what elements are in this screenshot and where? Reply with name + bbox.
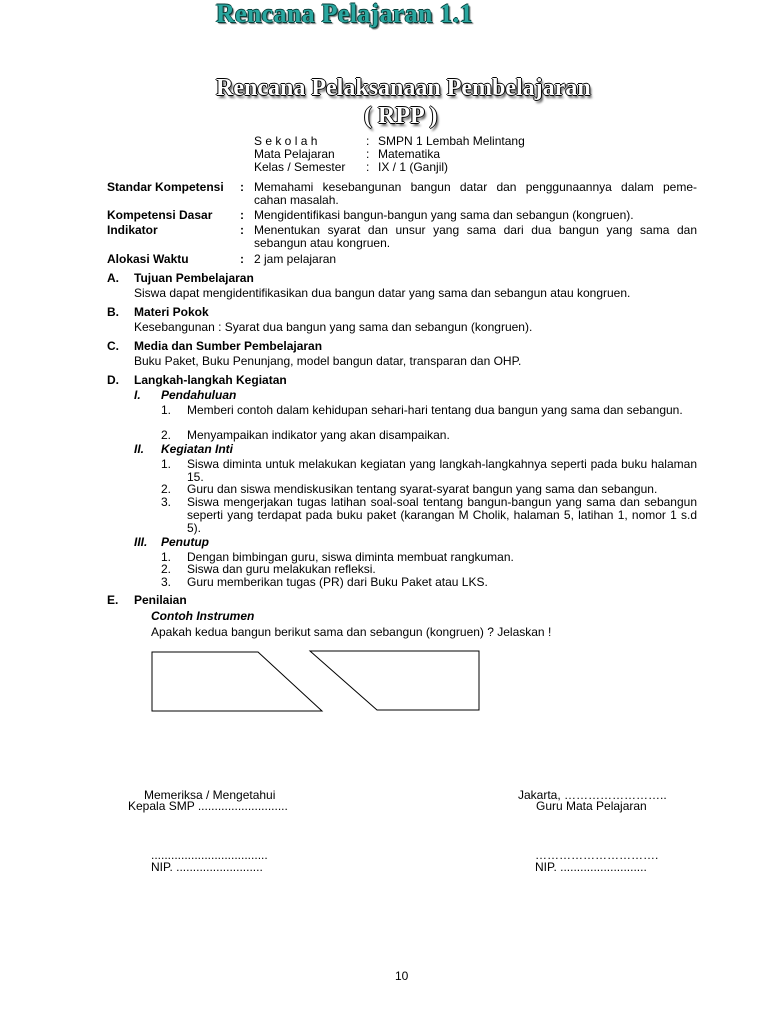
section-d-heading: Langkah-langkah Kegiatan bbox=[134, 373, 287, 387]
list-item-text: Guru dan siswa mendiskusikan tentang syarat-syarat bangun yang sama dan sebangun. bbox=[187, 482, 658, 496]
signature-right-nip: NIP. .......................... bbox=[535, 860, 647, 874]
subsection-1-num: I. bbox=[134, 388, 141, 402]
value-kompetensi-dasar: Mengidentifikasi bangun-bangun yang sama dan sebangun (kongruen). bbox=[254, 208, 634, 222]
list-item: 1. bbox=[161, 457, 172, 471]
section-e-subheading: Contoh Instrumen bbox=[151, 609, 255, 623]
label-standar-kompetensi: Standar Kompetensi bbox=[107, 180, 224, 194]
list-item: 3. bbox=[161, 495, 172, 509]
list-item-text: Siswa diminta untuk melakukan kegiatan yang langkah-langkahnya seperti pada buku halaman 15. bbox=[187, 457, 697, 484]
section-a-text: Siswa dapat mengidentifikasikan dua bangun datar yang sama dan sebangun atau kongruen. bbox=[134, 286, 631, 300]
subsection-1-title: Pendahuluan bbox=[161, 388, 237, 402]
value-standar-kompetensi: Memahami kesebangunan bangun datar dan penggunaannya dalam peme- cahan masalah. bbox=[254, 180, 697, 207]
list-item-text: Guru memberikan tugas (PR) dari Buku Paket atau LKS. bbox=[187, 575, 488, 589]
list-item: 2. bbox=[161, 482, 172, 496]
identity-subject: Mata Pelajaran : Matematika bbox=[254, 147, 441, 161]
subsection-2-title: Kegiatan Inti bbox=[161, 442, 234, 456]
signature-left-name: ................................... bbox=[151, 848, 268, 862]
list-item: 2. bbox=[161, 428, 172, 442]
list-item-text: Dengan bimbingan guru, siswa diminta membuat rangkuman. bbox=[187, 550, 514, 564]
section-e-question: Apakah kedua bangun berikut sama dan sebangun (kongruen) ? Jelaskan ! bbox=[151, 625, 552, 639]
signature-right-role: Guru Mata Pelajaran bbox=[536, 799, 647, 813]
signature-right-place: Jakarta, …………………….. bbox=[518, 788, 667, 802]
list-item: 1. bbox=[161, 403, 172, 417]
sep-alokasi: : bbox=[240, 252, 244, 266]
list-item: 1. bbox=[161, 550, 172, 564]
section-b-letter: B. bbox=[107, 305, 119, 319]
list-item: 2. bbox=[161, 562, 172, 576]
document-subtitle: ( RPP ) bbox=[364, 103, 438, 129]
header-title: Rencana Pelajaran 1.1 bbox=[216, 0, 473, 28]
section-c-text: Buku Paket, Buku Penunjang, model bangun datar, transparan dan OHP. bbox=[134, 354, 522, 368]
sep-indikator: : bbox=[240, 223, 244, 237]
section-c-letter: C. bbox=[107, 339, 119, 353]
subsection-2-num: II. bbox=[134, 442, 145, 456]
signature-left-title: Memeriksa / Mengetahui bbox=[144, 788, 276, 802]
section-b-text: Kesebangunan : Syarat dua bangun yang sama dan sebangun (kongruen). bbox=[134, 320, 533, 334]
section-e-letter: E. bbox=[107, 593, 119, 607]
trapezoid-right bbox=[310, 651, 479, 710]
identity-school: S e k o l a h : SMPN 1 Lembah Melintang bbox=[254, 134, 525, 148]
label-kompetensi-dasar: Kompetensi Dasar bbox=[107, 208, 213, 222]
document-title: Rencana Pelaksanaan Pembelajaran bbox=[216, 75, 591, 101]
subsection-3-num: III. bbox=[134, 535, 148, 549]
page-number: 10 bbox=[395, 969, 409, 983]
sep-standar: : bbox=[240, 180, 244, 194]
list-item-text: Menyampaikan indikator yang akan disampaikan. bbox=[187, 428, 450, 442]
section-d-letter: D. bbox=[107, 373, 119, 387]
label-alokasi-waktu: Alokasi Waktu bbox=[107, 252, 189, 266]
value-alokasi-waktu: 2 jam pelajaran bbox=[254, 252, 337, 266]
list-item-text: Memberi contoh dalam kehidupan sehari-hari tentang dua bangun yang sama dan sebangun. bbox=[187, 403, 683, 417]
sep-kd: : bbox=[240, 208, 244, 222]
trapezoid-left bbox=[152, 652, 322, 711]
list-item-text: Siswa mengerjakan tugas latihan soal-soal tentang bangun-bangun yang sama dan sebangun seperti yang terdapat pada buku paket (karangan M Cholik, halaman 5, latihan 1, nomor 1 s.d 5). bbox=[187, 495, 697, 535]
signature-left-nip: NIP. .......................... bbox=[151, 860, 263, 874]
list-item-text: Siswa dan guru melakukan refleksi. bbox=[187, 562, 376, 576]
signature-right-name: …………………………. bbox=[535, 848, 659, 862]
section-e-heading: Penilaian bbox=[134, 593, 187, 607]
signature-left-role: Kepala SMP ........................... bbox=[128, 799, 288, 813]
identity-class: Kelas / Semester : IX / 1 (Ganjil) bbox=[254, 160, 449, 174]
section-a-letter: A. bbox=[107, 271, 119, 285]
subsection-3-title: Penutup bbox=[161, 535, 209, 549]
section-c-heading: Media dan Sumber Pembelajaran bbox=[134, 339, 323, 353]
section-b-heading: Materi Pokok bbox=[134, 305, 209, 319]
section-a-heading: Tujuan Pembelajaran bbox=[134, 271, 254, 285]
label-indikator: Indikator bbox=[107, 223, 158, 237]
list-item: 3. bbox=[161, 575, 172, 589]
value-indikator: Menentukan syarat dan unsur yang sama dari dua bangun yang sama dan sebangun atau kongruen. bbox=[254, 223, 697, 250]
